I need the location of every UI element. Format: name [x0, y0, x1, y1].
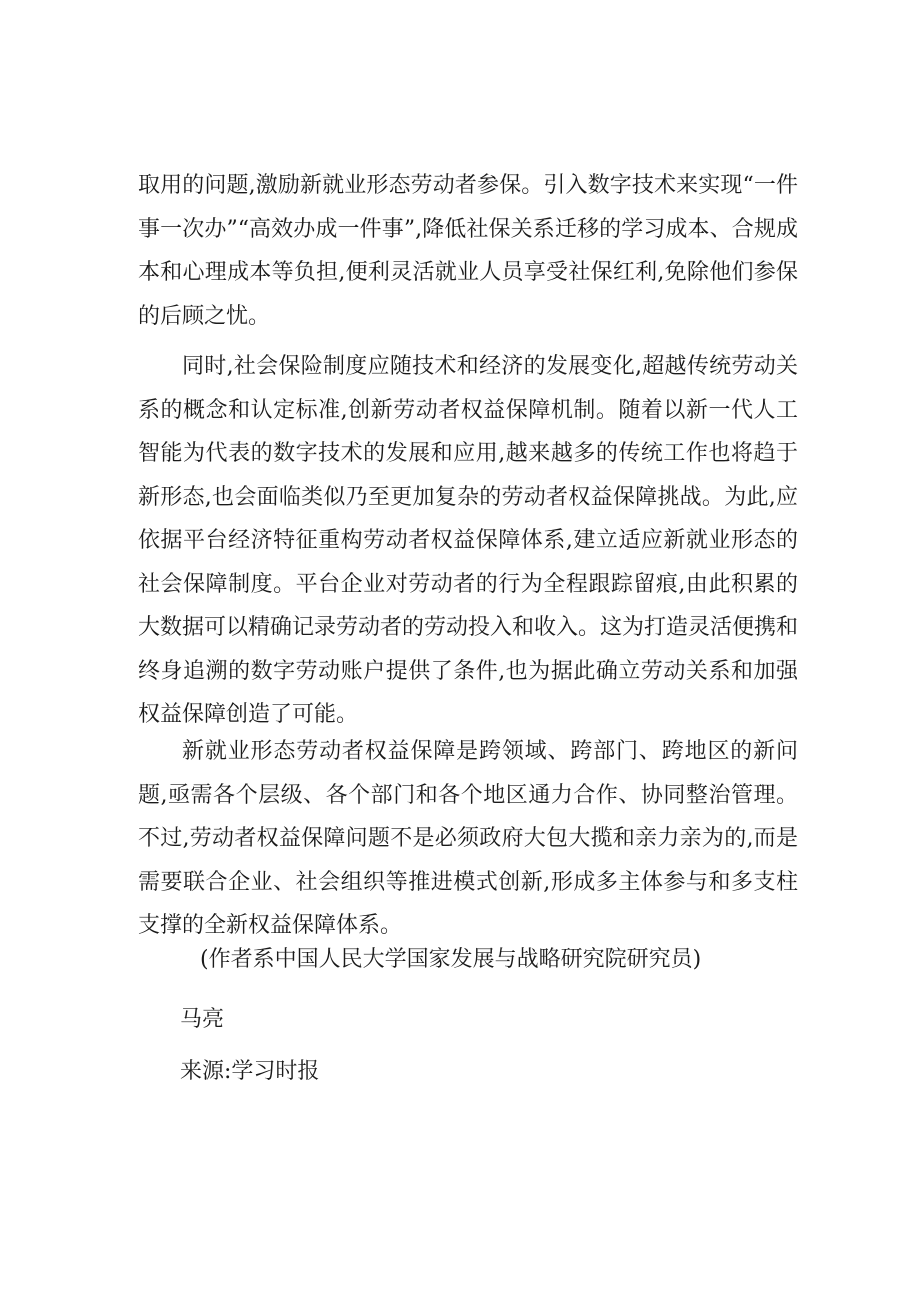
- author-affiliation: (作者系中国人民大学国家发展与战略研究院研究员): [200, 947, 702, 972]
- author-name: 马亮: [180, 1007, 225, 1032]
- paragraph-1-text: 取用的问题,激励新就业形态劳动者参保。引入数字技术来实现“一件事一次办”“高效办成一件事”,降低社保关系迁移的学习成本、合规成本和心理成本等负担,便利灵活就业人员享受社保红利,免除他们参保的后顾之忧。: [138, 173, 798, 329]
- paragraph-3: [138, 730, 798, 948]
- paragraph-1: [138, 164, 798, 338]
- paragraph-3-text: 新就业形态劳动者权益保障是跨领域、跨部门、跨地区的新问题,亟需各个层级、各个部门和各个地区通力合作、协同整治管理。不过,劳动者权益保障问题不是必须政府大包大揽和亲力亲为的,而是需要联合企业、社会组织等推进模式创新,形成多主体参与和多支柱支撑的全新权益保障体系。: [138, 739, 798, 938]
- paragraph-2-text: 同时,社会保险制度应随技术和经济的发展变化,超越传统劳动关系的概念和认定标准,创新劳动者权益保障机制。随着以新一代人工智能为代表的数字技术的发展和应用,越来越多的传统工作也将趋于新形态,也会面临类似乃至更加复杂的劳动者权益保障挑战。为此,应依据平台经济特征重构劳动者权益保障体系,建立适应新就业形态的社会保障制度。平台企业对劳动者的行为全程跟踪留痕,由此积累的大数据可以精确记录劳动者的劳动投入和收入。这为打造灵活便携和终身追溯的数字劳动账户提供了条件,也为据此确立劳动关系和加强权益保障创造了可能。: [138, 354, 799, 727]
- paragraph-2: [138, 345, 798, 737]
- source-line: 来源:学习时报: [180, 1059, 320, 1084]
